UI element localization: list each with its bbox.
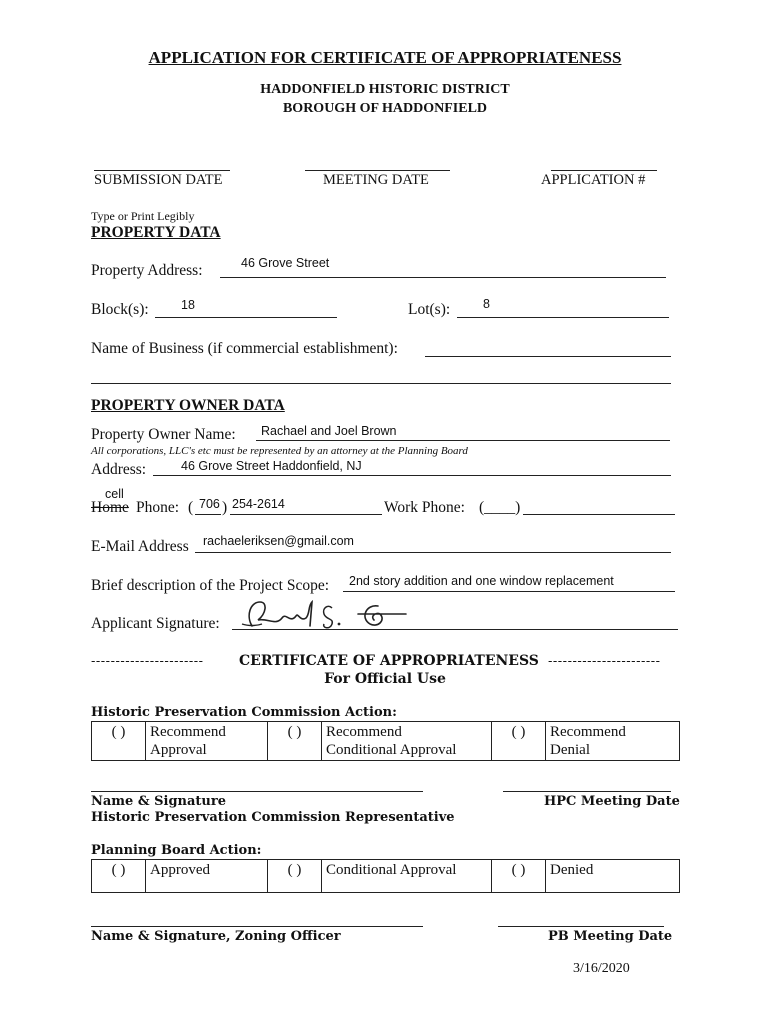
hpc-option-approval: Recommend Approval: [146, 722, 268, 761]
home-label-struck: Home: [91, 499, 129, 516]
planning-action-table: [91, 859, 680, 893]
hpc-name-signature-label: Name & Signature: [91, 794, 226, 809]
hpc-option-denial: Recommend Denial: [546, 722, 680, 761]
phone-number-value[interactable]: 254-2614: [232, 497, 285, 511]
planning-option-denied: Denied: [546, 860, 680, 893]
planning-approved-checkbox[interactable]: ( ): [92, 860, 146, 893]
business-name-label: Name of Business (if commercial establishment):: [91, 340, 398, 357]
hpc-denial-checkbox[interactable]: ( ): [492, 722, 546, 761]
lot-label: Lot(s):: [408, 301, 451, 318]
business-name-line-2[interactable]: [91, 383, 671, 384]
planning-conditional-checkbox[interactable]: ( ): [268, 860, 322, 893]
pb-meeting-date-line[interactable]: [498, 926, 664, 927]
lot-value[interactable]: 8: [483, 297, 490, 311]
hpc-approval-checkbox[interactable]: ( ): [92, 722, 146, 761]
corporation-note: All corporations, LLC's etc must be represented by an attorney at the Planning Board: [91, 445, 468, 457]
hpc-action-label: Historic Preservation Commission Action:: [91, 705, 397, 720]
planning-denied-checkbox[interactable]: ( ): [492, 860, 546, 893]
document-title: APPLICATION FOR CERTIFICATE OF APPROPRIATENESS: [148, 48, 622, 67]
legibility-note: Type or Print Legibly: [91, 209, 195, 223]
planning-action-label: Planning Board Action:: [91, 843, 262, 858]
meeting-date-label: MEETING DATE: [323, 172, 429, 188]
district-name: HADDONFIELD HISTORIC DISTRICT: [260, 82, 510, 97]
property-address-value[interactable]: 46 Grove Street: [241, 256, 330, 270]
email-label: E-Mail Address: [91, 538, 189, 555]
footer-date: 3/16/2020: [573, 961, 630, 976]
work-phone-line[interactable]: [523, 514, 675, 515]
work-phone-area[interactable]: (____): [479, 499, 521, 516]
planning-option-conditional: Conditional Approval: [322, 860, 492, 893]
zoning-signature-line[interactable]: [91, 926, 423, 927]
official-use-subheading: For Official Use: [324, 671, 446, 687]
business-name-line[interactable]: [425, 356, 671, 357]
applicant-signature-label: Applicant Signature:: [91, 615, 220, 632]
block-value[interactable]: 18: [181, 298, 195, 312]
project-scope-value[interactable]: 2nd story addition and one window replacement: [349, 574, 614, 588]
cell-handwritten-note: cell: [105, 487, 124, 501]
divider-dashes-right: -----------------------: [548, 654, 661, 669]
official-use-heading: CERTIFICATE OF APPROPRIATENESS: [239, 653, 539, 669]
owner-name-value[interactable]: Rachael and Joel Brown: [261, 424, 397, 438]
owner-address-value[interactable]: 46 Grove Street Haddonfield, NJ: [181, 459, 362, 473]
meeting-date-line[interactable]: [305, 170, 450, 171]
pb-meeting-date-label: PB Meeting Date: [548, 929, 673, 944]
hpc-action-table: [91, 721, 680, 761]
application-number-label: APPLICATION #: [541, 172, 646, 188]
hpc-conditional-checkbox[interactable]: ( ): [268, 722, 322, 761]
project-scope-line[interactable]: [343, 591, 675, 592]
property-data-heading: PROPERTY DATA: [91, 224, 221, 241]
owner-address-label: Address:: [91, 461, 147, 478]
hpc-option-conditional: Recommend Conditional Approval: [322, 722, 492, 761]
phone-label: Phone:: [136, 499, 180, 516]
email-line[interactable]: [195, 552, 671, 553]
applicant-signature-image: [238, 596, 410, 636]
work-phone-label: Work Phone:: [384, 499, 465, 516]
phone-area-value[interactable]: 706: [199, 497, 220, 511]
owner-address-line[interactable]: [153, 475, 671, 476]
email-value[interactable]: rachaeleriksen@gmail.com: [203, 534, 354, 548]
phone-number-line[interactable]: [230, 514, 382, 515]
lot-line[interactable]: [457, 317, 669, 318]
property-address-line[interactable]: [220, 277, 666, 278]
owner-data-heading: PROPERTY OWNER DATA: [91, 397, 285, 414]
project-scope-label: Brief description of the Project Scope:: [91, 577, 330, 594]
zoning-name-signature-label: Name & Signature, Zoning Officer: [91, 929, 341, 944]
block-line[interactable]: [155, 317, 337, 318]
owner-name-line[interactable]: [256, 440, 670, 441]
hpc-meeting-date-line[interactable]: [503, 791, 671, 792]
phone-area-close: ): [222, 499, 228, 516]
hpc-representative-label: Historic Preservation Commission Representative: [91, 810, 455, 825]
submission-date-label: SUBMISSION DATE: [94, 172, 223, 188]
submission-date-line[interactable]: [94, 170, 230, 171]
block-label: Block(s):: [91, 301, 149, 318]
phone-area-line[interactable]: [195, 514, 221, 515]
divider-dashes-left: -----------------------: [91, 654, 204, 669]
application-number-line[interactable]: [551, 170, 657, 171]
hpc-signature-line[interactable]: [91, 791, 423, 792]
planning-option-approved: Approved: [146, 860, 268, 893]
owner-name-label: Property Owner Name:: [91, 426, 236, 443]
borough-name: BOROUGH OF HADDONFIELD: [282, 101, 488, 116]
hpc-meeting-date-label: HPC Meeting Date: [544, 794, 680, 809]
phone-area-open: (: [188, 499, 194, 516]
property-address-label: Property Address:: [91, 262, 203, 279]
